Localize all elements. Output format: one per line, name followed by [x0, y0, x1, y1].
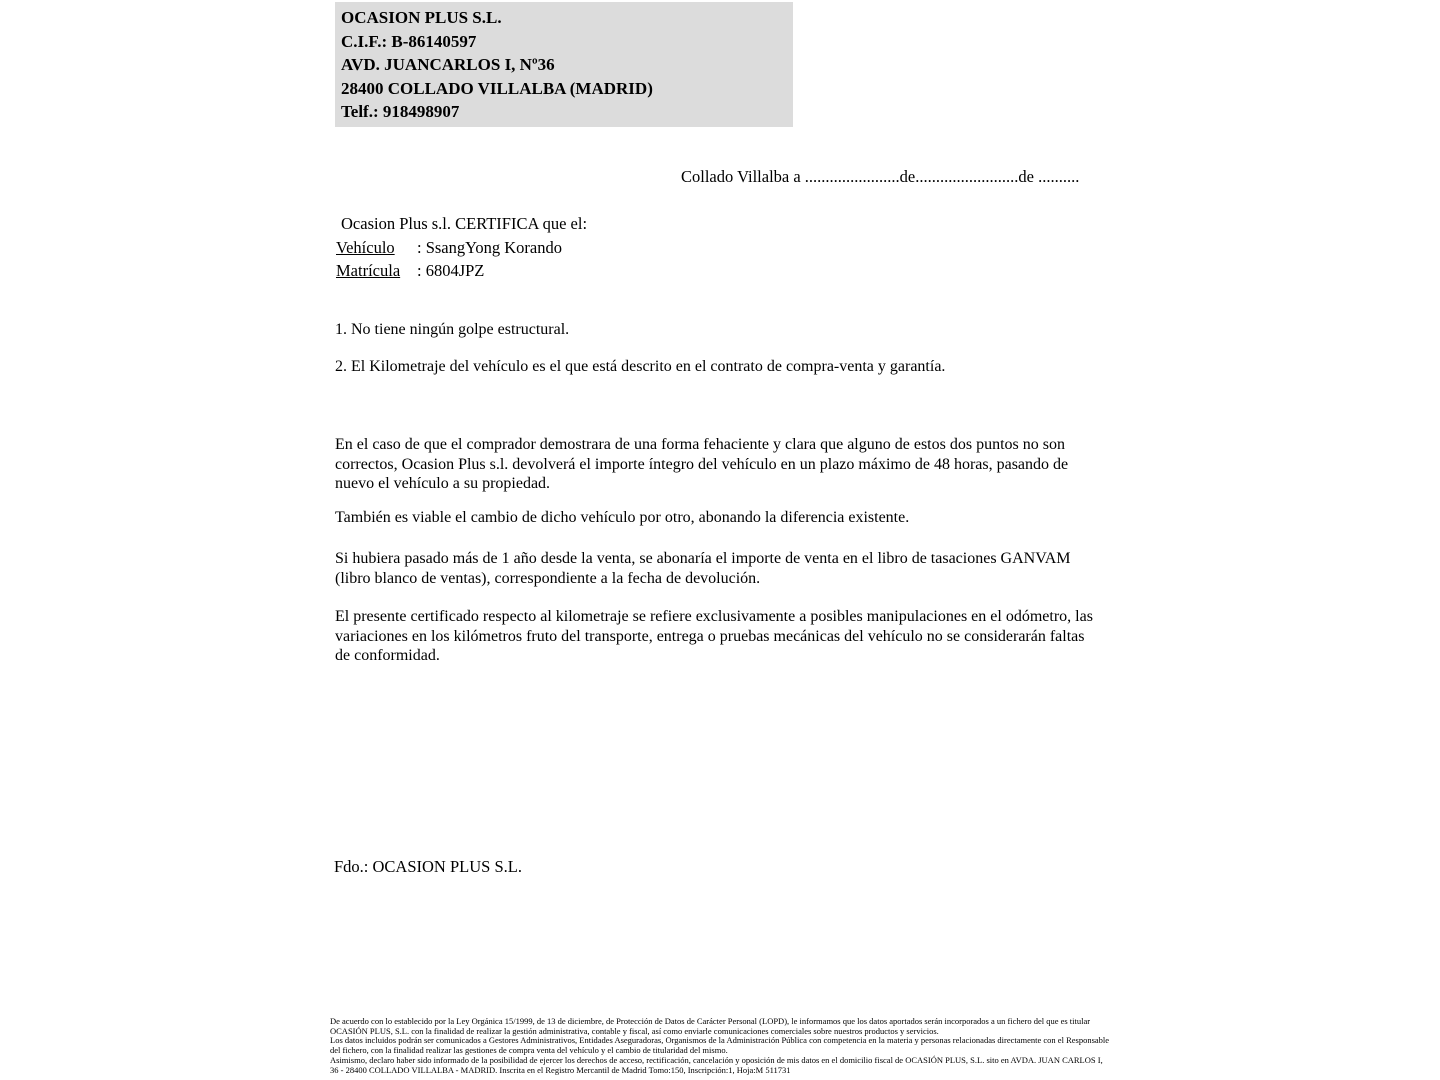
- legal-paragraph: De acuerdo con lo establecido por la Ley Orgánica 15/1999, de 13 de diciembre, de Protección de Datos de Carácter Personal (LOPD), le informamos que los datos aportados serán incorporados a un fichero del que es titular OCASIÓN PLUS, S.L. con la finalidad de realizar la gestión administrativa, contable y fiscal, así como enviarle comunicaciones comerciales sobre nuestros productos y servicios.: [330, 1016, 1091, 1036]
- body-paragraph-refund: En el caso de que el comprador demostrara de una forma fehaciente y clara que alguno de estos dos puntos no son correctos, Ocasion Plus s.l. devolverá el importe íntegro del vehículo en un plazo máximo de 48 horas, pasando de nuevo el vehículo a su propiedad.: [335, 436, 1069, 492]
- plate-row: [336, 259, 587, 283]
- date-line: Collado Villalba a .......................de.........................de ..........: [681, 167, 1080, 186]
- company-city: 28400 COLLADO VILLALBA (MADRID): [341, 78, 653, 98]
- plate-value: : 6804JPZ: [417, 261, 485, 280]
- plate-label: Matrícula: [336, 261, 401, 280]
- certify-intro: Ocasion Plus s.l. CERTIFICA que el:: [341, 214, 588, 233]
- certify-block: [336, 212, 587, 283]
- vehicle-value: : SsangYong Korando: [417, 237, 563, 257]
- body-paragraph-exchange: También es viable el cambio de dicho vehículo por otro, abonando la diferencia existente.: [335, 509, 910, 526]
- vehicle-row: [336, 236, 587, 260]
- legal-footer: [330, 1017, 1110, 1075]
- legal-paragraph: Los datos incluidos podrán ser comunicados a Gestores Administrativos, Entidades Aseguradoras, Organismos de la Administración Pública con competencia en la materia y personas relacionadas directamente con el Responsable del fichero, con la finalidad realizar las gestiones de compra venta del vehículo y el cambio de titularidad del mismo.: [330, 1035, 1110, 1056]
- vehicle-label: Vehículo: [336, 237, 395, 257]
- body-paragraph-odometer: El presente certificado respecto al kilometraje se refiere exclusivamente a posibles manipulaciones en el odómetro, las variaciones en los kilómetros fruto del transporte, entrega o pruebas mecánicas del vehículo no se considerarán faltas de conformidad.: [335, 608, 1093, 664]
- certified-point-1: 1. No tiene ningún golpe estructural.: [335, 321, 570, 338]
- legal-paragraph: Asimismo, declaro haber sido informado de la posibilidad de ejercer los derechos de acceso, rectificación, cancelación y oposición de mis datos en el domicilio fiscal de OCASIÓN PLUS, S.L. sito en AVDA. JUAN CARLOS I, 36 - 28400 COLLADO VILLALBA - MADRID. Inscrita en el Registro Mercantil de Madrid Tomo:150, Inscripción:1, Hoja:M 511731: [330, 1054, 1103, 1075]
- certified-point-2: 2. El Kilometraje del vehículo es el que está descrito en el contrato de compra-venta y garantía.: [335, 358, 946, 375]
- signature-line: Fdo.: OCASION PLUS S.L.: [334, 857, 522, 876]
- body-paragraph-ganvam: Si hubiera pasado más de 1 año desde la venta, se abonaría el importe de venta en el libro de tasaciones GANVAM (libro blanco de ventas), correspondiente a la fecha de devolución.: [335, 550, 1071, 587]
- company-header-box: [335, 2, 793, 127]
- company-phone: Telf.: 918498907: [341, 102, 460, 121]
- company-name: OCASION PLUS S.L.: [341, 8, 502, 27]
- company-address: AVD. JUANCARLOS I, Nº36: [341, 55, 555, 74]
- company-cif: C.I.F.: B-86140597: [341, 31, 477, 51]
